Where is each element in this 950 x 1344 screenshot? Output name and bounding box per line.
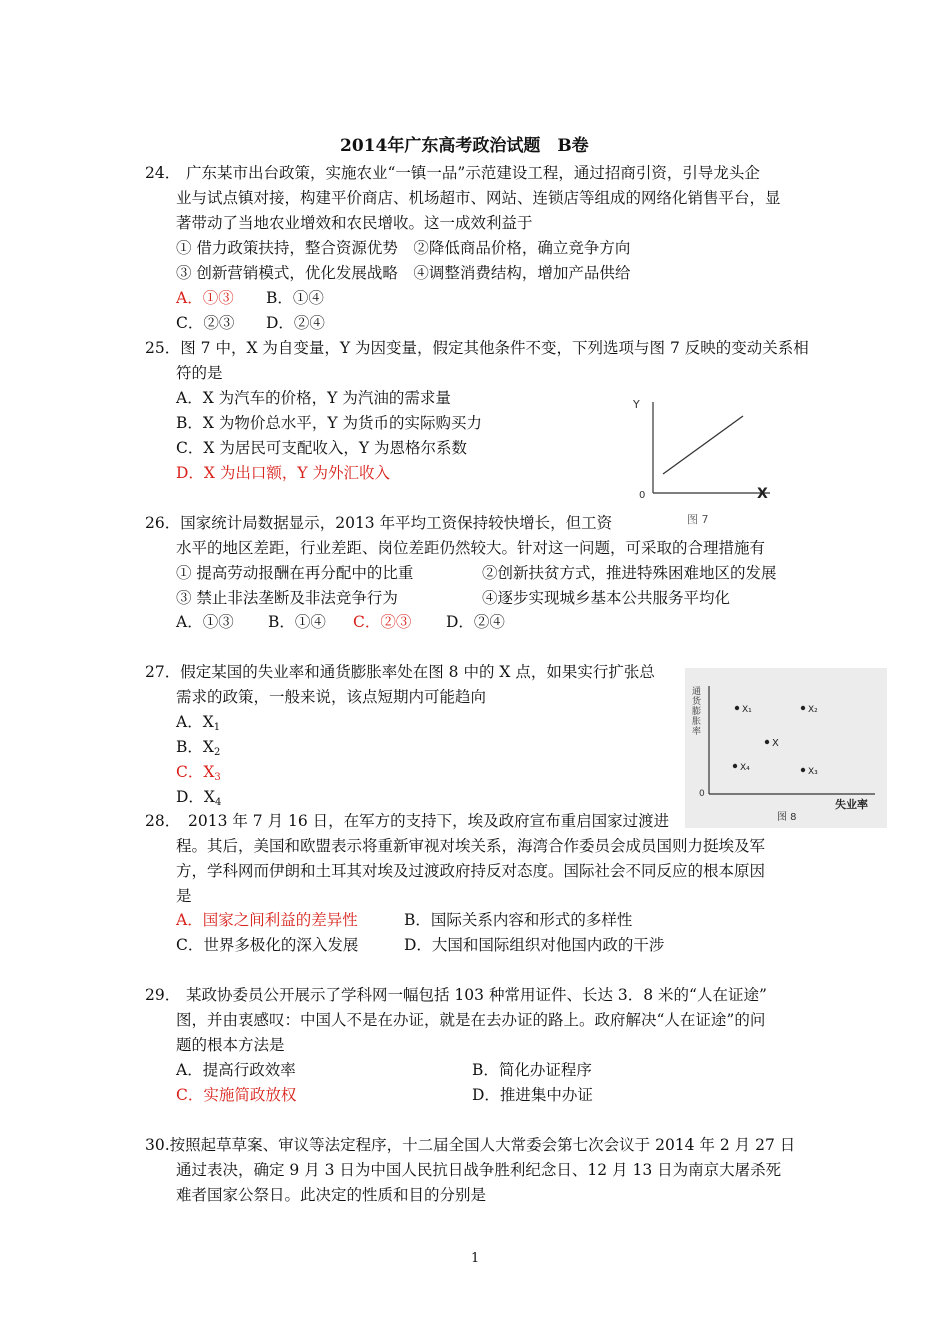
svg-text:X₂: X₂ bbox=[808, 705, 818, 715]
svg-text:X₄: X₄ bbox=[740, 763, 750, 773]
question-text: 30.按照起草草案、审议等法定程序，十二届全国人大常委会第七次会议于 2014 年 2 月 27 日 bbox=[145, 1136, 796, 1154]
question-number: 24． bbox=[145, 164, 181, 182]
choice-b: B．$X_2$ bbox=[176, 738, 221, 758]
statement-option: ① 提高劳动报酬在再分配中的比重 bbox=[176, 564, 414, 582]
choice-b: B．国际关系内容和形式的多样性 bbox=[404, 911, 633, 929]
question-text: 26．国家统计局数据显示，2013 年平均工资保持较快增长，但工资 bbox=[145, 514, 613, 532]
question-text: 2013 年 7 月 16 日，在军方的支持下，埃及政府宣布重启国家过渡进 bbox=[188, 812, 670, 830]
choice-d-answer: D．X 为出口额，Y 为外汇收入 bbox=[176, 464, 391, 482]
choice-b: B．①④ bbox=[268, 613, 326, 631]
question-number: 28． bbox=[145, 812, 181, 830]
question-text: 业与试点镇对接，构建平价商店、机场超市、网站、连锁店等组成的网络化销售平台，显 bbox=[176, 189, 781, 207]
statement-option: ②创新扶贫方式，推进特殊困难地区的发展 bbox=[482, 564, 777, 582]
origin-label: 0 bbox=[639, 490, 646, 501]
choice-a-answer: A．国家之间利益的差异性 bbox=[176, 911, 358, 929]
statement-option: ④逐步实现城乡基本公共服务平均化 bbox=[482, 589, 731, 607]
svg-text:X₃: X₃ bbox=[808, 767, 818, 777]
choice-c-answer: C．$X_3$ bbox=[176, 763, 221, 783]
question-text: 25．图 7 中，X 为自变量，Y 为因变量，假定其他条件不变，下列选项与图 7 反映的变动关系相 bbox=[145, 339, 809, 357]
choice-a: A．X 为汽车的价格，Y 为汽油的需求量 bbox=[176, 389, 451, 407]
choice-a: A．①③ bbox=[176, 613, 234, 631]
question-text: 难者国家公祭日。此决定的性质和目的分别是 bbox=[176, 1186, 487, 1204]
choice-c-answer: C．实施简政放权 bbox=[176, 1086, 297, 1104]
question-text: 方，学科网而伊朗和土耳其对埃及过渡政府持反对态度。国际社会不同反应的根本原因 bbox=[176, 862, 766, 880]
choice-b: B．X 为物价总水平，Y 为货币的实际购买力 bbox=[176, 414, 483, 432]
question-number: 29． bbox=[145, 986, 181, 1004]
question-text: 27．假定某国的失业率和通货膨胀率处在图 8 中的 X 点，如果实行扩张总 bbox=[145, 663, 655, 681]
question-text: 某政协委员公开展示了学科网一幅包括 103 种常用证件、长达 3．8 米的“人在证途” bbox=[186, 986, 767, 1004]
choice-c: C．②③ bbox=[176, 314, 235, 332]
choice-d: D．大国和国际组织对他国内政的干涉 bbox=[404, 936, 665, 954]
choice-c: C．世界多极化的深入发展 bbox=[176, 936, 359, 954]
choice-d: D．$X_4$ bbox=[176, 788, 222, 808]
svg-text:X₁: X₁ bbox=[742, 705, 752, 715]
statement-option: ③ 禁止非法垄断及非法竞争行为 bbox=[176, 589, 398, 607]
figure-caption: 图 8 bbox=[777, 812, 797, 823]
choice-d: D．②④ bbox=[446, 613, 505, 631]
statement-option: ③ 创新营销模式，优化发展战略 ④调整消费结构，增加产品供给 bbox=[176, 264, 631, 282]
question-text: 水平的地区差距，行业差距、岗位差距仍然较大。针对这一问题，可采取的合理措施有 bbox=[176, 539, 766, 557]
statement-option: ① 借力政策扶持，整合资源优势 ②降低商品价格，确立竞争方向 bbox=[176, 239, 631, 257]
figure-7 bbox=[625, 390, 785, 530]
choice-c: C．X 为居民可支配收入，Y 为恩格尔系数 bbox=[176, 439, 467, 457]
choice-b: B．简化办证程序 bbox=[472, 1061, 592, 1079]
svg-text:X: X bbox=[772, 738, 779, 749]
question-text: 通过表决，确定 9 月 3 日为中国人民抗日战争胜利纪念日、12 月 13 日为南京大屠杀死 bbox=[176, 1161, 782, 1179]
x-axis-label: X bbox=[757, 486, 768, 502]
figure-8 bbox=[685, 668, 887, 828]
choice-a: A．提高行政效率 bbox=[176, 1061, 296, 1079]
question-text: 广东某市出台政策，实施农业“一镇一品”示范建设工程，通过招商引资，引导龙头企 bbox=[186, 164, 760, 182]
trend-line bbox=[663, 416, 743, 474]
question-text: 符的是 bbox=[176, 364, 223, 382]
y-axis-label: Y bbox=[633, 398, 640, 411]
origin-label: 0 bbox=[699, 789, 705, 799]
choice-b: B．①④ bbox=[266, 289, 324, 307]
question-text: 图，并由衷感叹：中国人不是在办证，就是在去办证的路上。政府解决“人在证途”的问 bbox=[176, 1011, 766, 1029]
choice-a-answer: A．①③ bbox=[176, 289, 234, 307]
question-text: 著带动了当地农业增效和农民增收。这一成效利益于 bbox=[176, 214, 533, 232]
question-text: 需求的政策，一般来说，该点短期内可能趋向 bbox=[176, 688, 487, 706]
choice-c-answer: C．②③ bbox=[353, 613, 412, 631]
question-text: 题的根本方法是 bbox=[176, 1036, 285, 1054]
question-text: 程。其后，美国和欧盟表示将重新审视对埃关系，海湾合作委员会成员国则力挺埃及军 bbox=[176, 837, 766, 855]
page-title: 2014年广东高考政治试题 B卷 bbox=[340, 136, 589, 156]
choice-a: A．$X_1$ bbox=[176, 713, 221, 733]
x-axis-label: 失业率 bbox=[835, 798, 868, 811]
choice-d: D．②④ bbox=[266, 314, 325, 332]
question-text: 是 bbox=[176, 887, 192, 905]
choice-d: D．推进集中办证 bbox=[472, 1086, 593, 1104]
page-number: 1 bbox=[471, 1251, 480, 1266]
figure-caption: 图 7 bbox=[687, 513, 709, 526]
y-axis-label: 通货膨胀率 bbox=[690, 686, 700, 736]
